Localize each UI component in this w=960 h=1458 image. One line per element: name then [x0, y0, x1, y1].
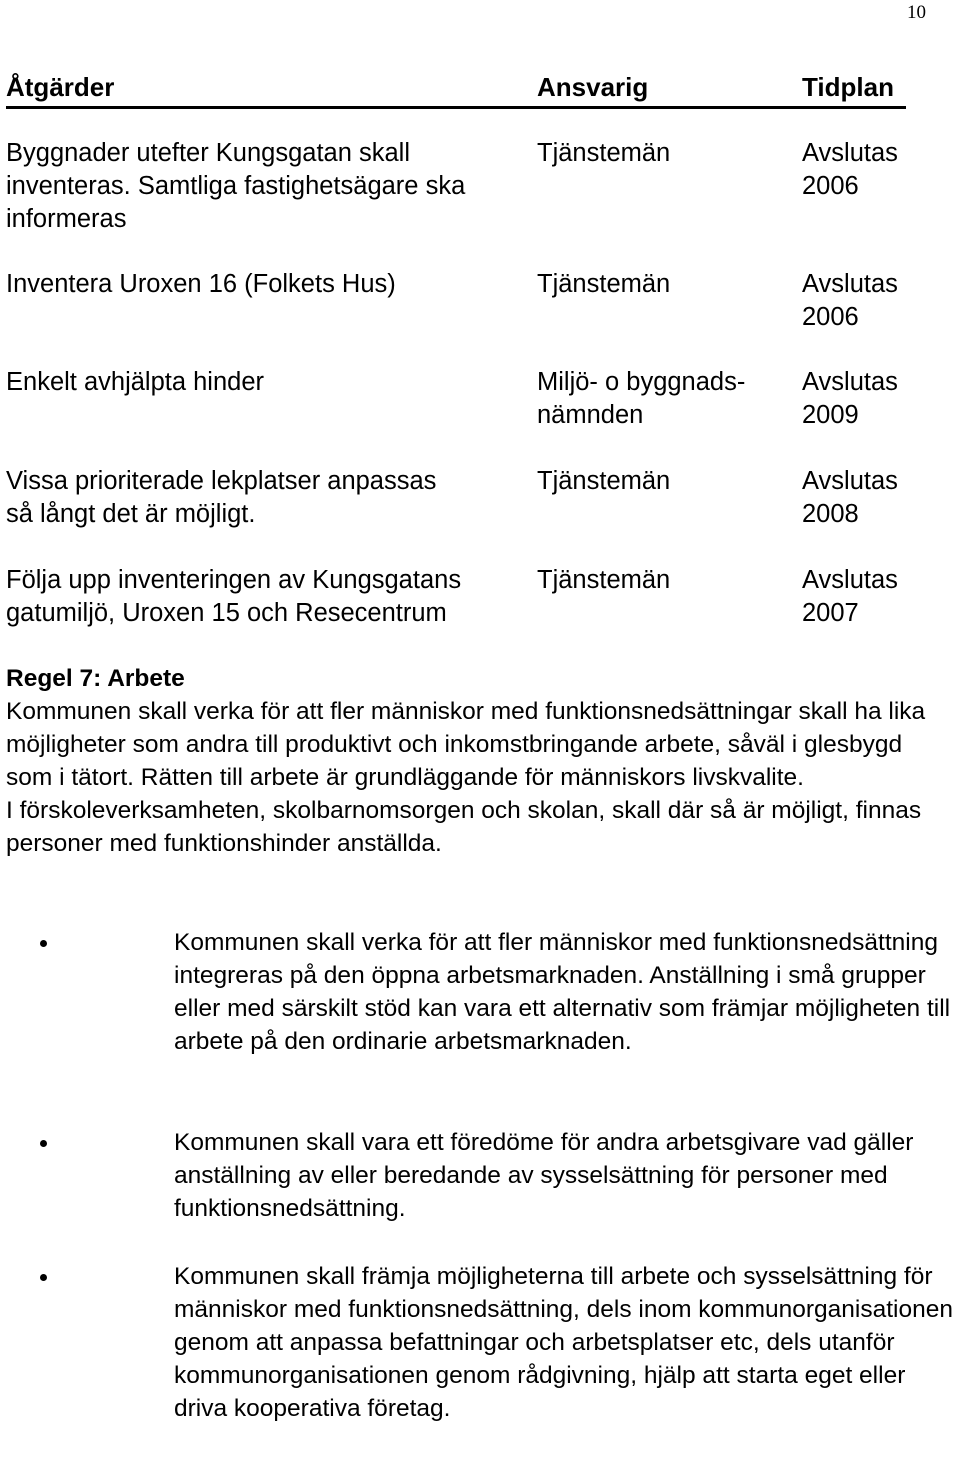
section-paragraph: I förskoleverksamheten, skolbarnomsorgen och skolan, skall där så är möjligt, finnas personer med funktionshinder anställda.: [6, 797, 922, 857]
row-responsible: Tjänstemän: [537, 467, 671, 495]
header-schedule: Tidplan: [802, 72, 894, 102]
row-action: Inventera Uroxen 16 (Folkets Hus): [6, 270, 396, 298]
table-header: [6, 72, 906, 109]
row-responsible: Tjänstemän: [537, 139, 671, 167]
row-action: Vissa prioriterade lekplatser anpassas så långt det är möjligt.: [6, 467, 437, 528]
section-title: Regel 7: Arbete: [6, 665, 185, 692]
row-schedule: Avslutas 2006: [802, 270, 898, 331]
rule-section: [6, 662, 954, 860]
row-schedule: Avslutas 2009: [802, 368, 898, 429]
row-action: Byggnader utefter Kungsgatan skall inventeras. Samtliga fastighetsägare ska informeras: [6, 139, 466, 233]
row-action: Följa upp inventeringen av Kungsgatans gatumiljö, Uroxen 15 och Resecentrum: [6, 566, 462, 627]
list-item-text: Kommunen skall främja möjligheterna till arbete och sysselsättning för människor med funktionsnedsättning, dels inom kommunorganisationen genom att anpassa befattningar och arbetsplatser etc, dels utanför kommunorganisationen genom rådgivning, hjälp att starta eget eller driva kooperativa företag.: [174, 1263, 953, 1422]
row-action: Enkelt avhjälpta hinder: [6, 368, 265, 396]
header-actions: Åtgärder: [6, 72, 115, 102]
header-responsible: Ansvarig: [537, 72, 649, 102]
bullet-icon: [40, 1274, 47, 1281]
row-responsible: Miljö- o byggnads- nämnden: [537, 368, 746, 429]
list-item-text: Kommunen skall verka för att fler människor med funktionsnedsättning integreras på den öppna arbetsmarknaden. Anställning i små grupper eller med särskilt stöd kan vara ett alternativ som främjar möjligheten till arbete på den ordinarie arbetsmarknaden.: [174, 929, 951, 1055]
page-number: 10: [907, 2, 926, 23]
list-item-text: Kommunen skall vara ett föredöme för andra arbetsgivare vad gäller anställning av eller beredande av sysselsättning för personer med funktionsnedsättning.: [174, 1129, 914, 1222]
row-schedule: Avslutas 2006: [802, 139, 898, 200]
row-schedule: Avslutas 2008: [802, 467, 898, 528]
bullet-icon: [40, 940, 47, 947]
bullet-icon: [40, 1140, 47, 1147]
row-schedule: Avslutas 2007: [802, 566, 898, 627]
row-responsible: Tjänstemän: [537, 566, 671, 594]
section-paragraph: Kommunen skall verka för att fler människor med funktionsnedsättningar skall ha lika möjligheter som andra till produktivt och inkomstbringande arbete, såväl i glesbygd som i tätort. Rätten till arbete är grundläggande för människors livskvalite.: [6, 698, 926, 791]
row-responsible: Tjänstemän: [537, 270, 671, 298]
